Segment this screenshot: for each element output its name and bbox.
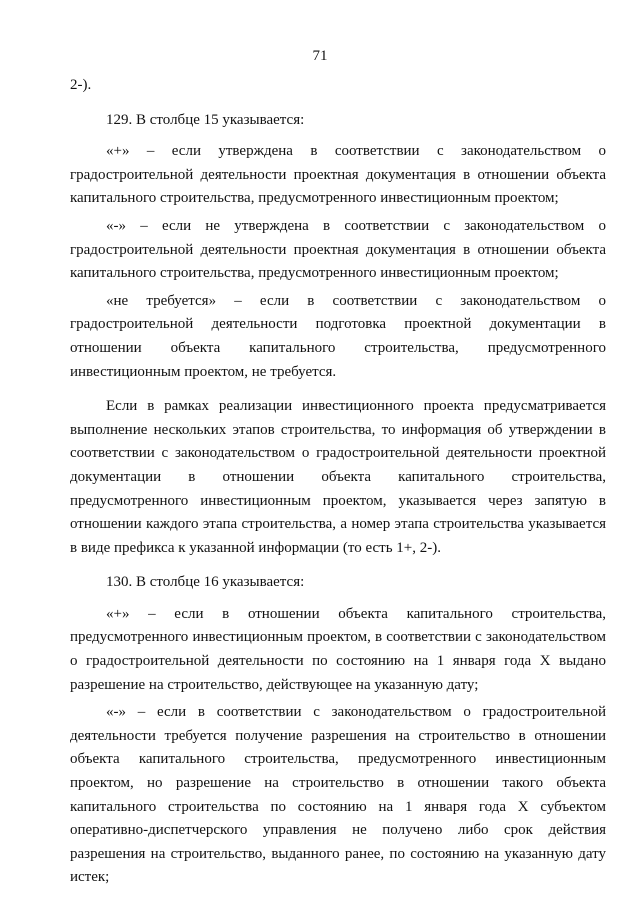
paragraph-130-plus: «+» – если в отношении объекта капитального строительства, предусмотренного инвестиционным проектом, в соответствии с законодательством о градостроительной деятельности по состоянию на 1 января года Х выдано разрешение на строительство, действующее на указанную дату; [70, 605, 606, 693]
paragraph-130-minus: «-» – если в соответствии с законодательством о градостроительной деятельности требуется получение разрешения на строительство в отношении объекта капитального строительства, предусмотренного инвестиционным проектом, но разрешение на строительство в отношении такого объекта капитального строительства по состоянию на 1 января года Х субъектом оперативно-диспетчерского управления не получено либо срок действия разрешения на строительство, выданного ранее, по состоянию на указанную дату истек; [70, 704, 606, 886]
paragraph-129-minus: «-» – если не утверждена в соответствии с законодательством о градостроительной деятельности проектная документация в отношении объекта капитального строительства, предусмотренного инвестиционным проектом; [70, 217, 606, 282]
paragraph-continuation: 2-). [70, 77, 92, 93]
paragraph-129-not-required: «не требуется» – если в соответствии с законодательством о градостроительной деятельности подготовка проектной документации в отношении объекта капитального строительства, предусмотренного инвестиционным проектом, не требуется. [70, 292, 606, 380]
paragraph-129-stages: Если в рамках реализации инвестиционного проекта предусматривается выполнение нескольких этапов строительства, то информация об утверждении в соответствии с законодательством о градостроительной деятельности проектной документации в отношении объекта капитального строительства, предусмотренного инвестиционным проектом, указывается через запятую в отношении каждого этапа строительства, а номер этапа строительства указывается в виде префикса к указанной информации (то есть 1+, 2-). [70, 398, 606, 556]
paragraph-130-heading: 130. В столбце 16 указывается: [106, 574, 305, 591]
page-number: 71 [312, 48, 328, 64]
paragraph-129-heading: 129. В столбце 15 указывается: [106, 111, 305, 128]
document-body [70, 74, 606, 890]
paragraph-129-plus: «+» – если утверждена в соответствии с законодательством о градостроительной деятельности проектная документация в отношении объекта капитального строительства, предусмотренного инвестиционным проектом; [70, 143, 606, 207]
